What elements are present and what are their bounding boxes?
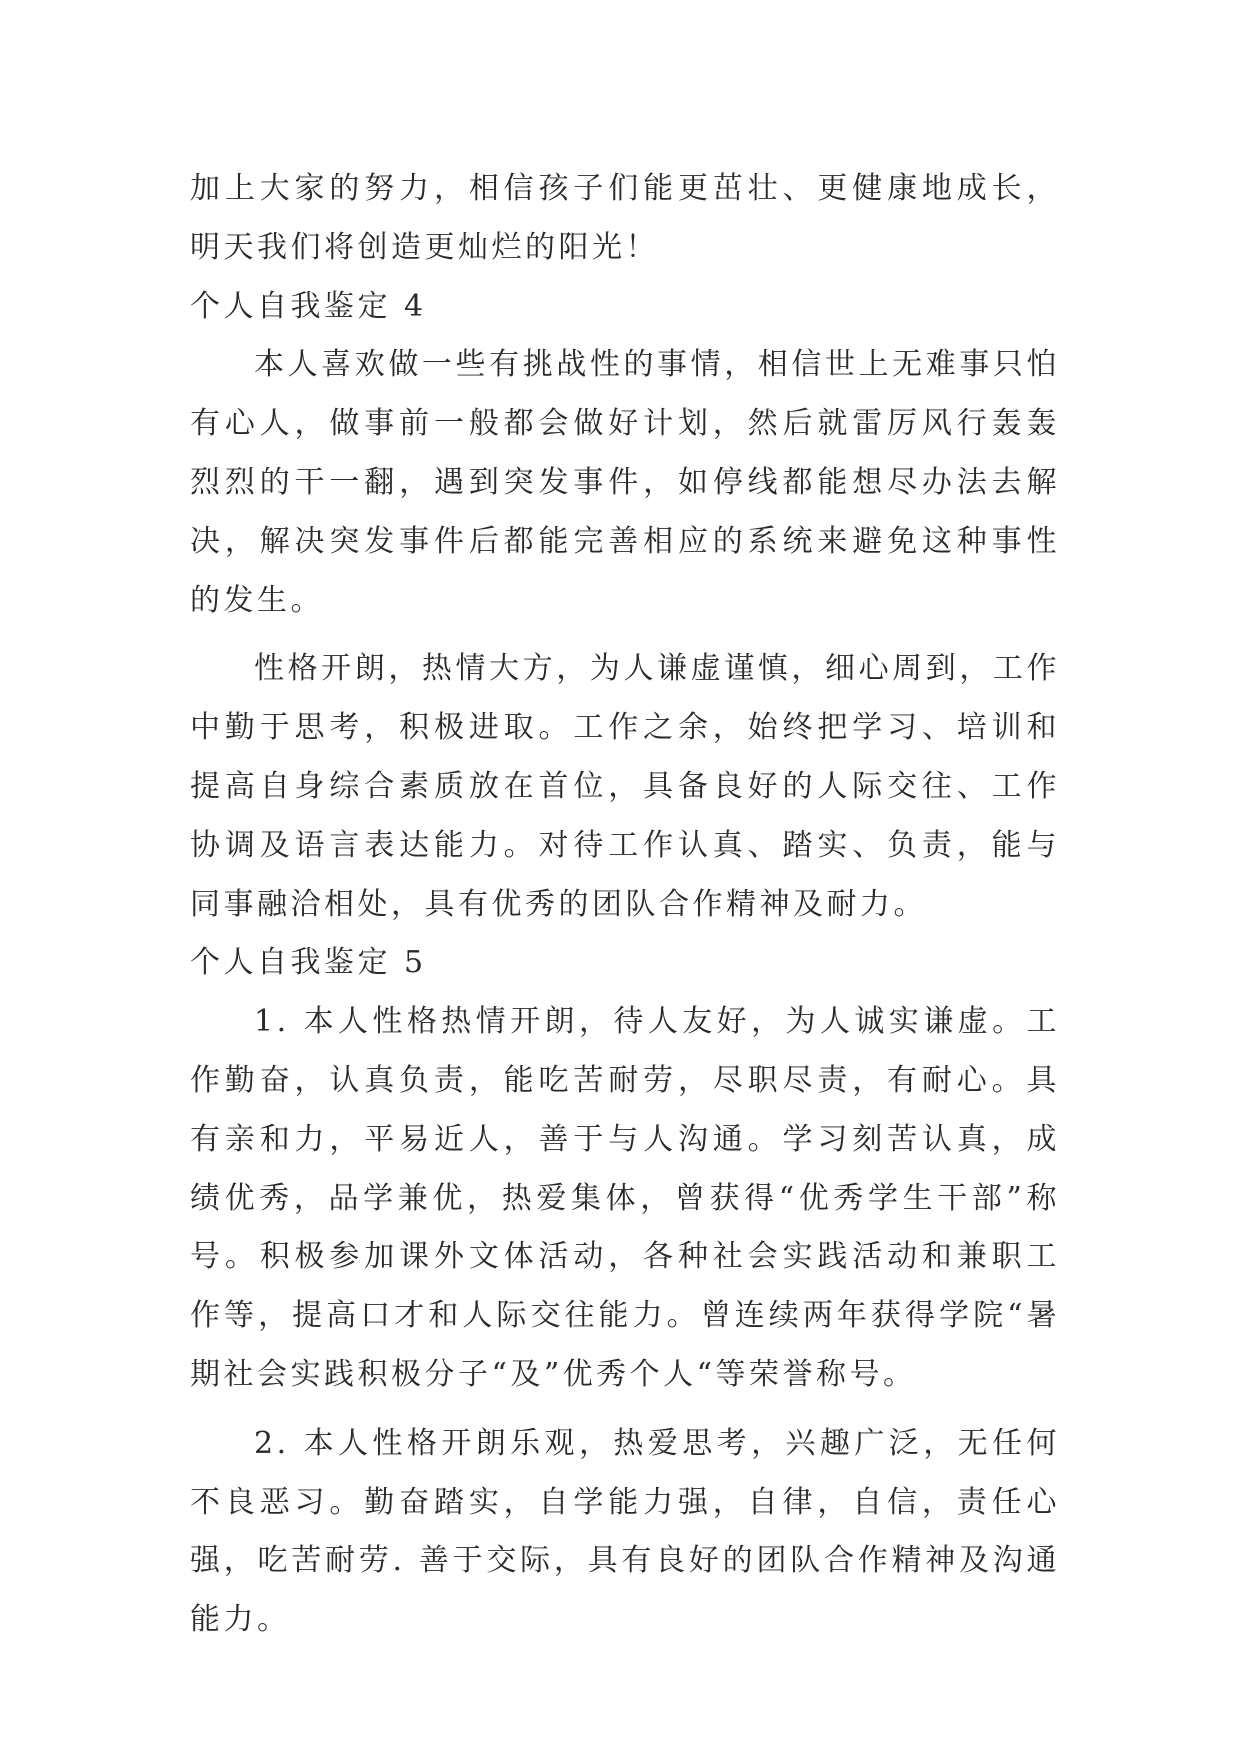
intro-paragraph: 加上大家的努力，相信孩子们能更茁壮、更健康地成长，明天我们将创造更灿烂的阳光！ [190, 171, 1060, 265]
document-body [190, 160, 1060, 1650]
section-5-paragraph-1: 1. 本人性格热情开朗，待人友好，为人诚实谦虚。工作勤奋，认真负责，能吃苦耐劳，尽职尽责，有耐心。具有亲和力，平易近人，善于与人沟通。学习刻苦认真，成绩优秀，品学兼优，热爱集体，曾获得“优秀学生干部”称号。积极参加课外文体活动，各种社会实践活动和兼职工作等，提高口才和人际交往能力。曾连续两年获得学院“暑期社会实践积极分子“及”优秀个人“等荣誉称号。 [190, 1004, 1060, 1392]
section-4-paragraph-2: 性格开朗，热情大方，为人谦虚谨慎，细心周到，工作中勤于思考，积极进取。工作之余，始终把学习、培训和提高自身综合素质放在首位，具备良好的人际交往、工作协调及语言表达能力。对待工作认真、踏实、负责，能与同事融洽相处，具有优秀的团队合作精神及耐力。 [190, 651, 1060, 922]
section-5-paragraph-2: 2. 本人性格开朗乐观，热爱思考，兴趣广泛，无任何不良恶习。勤奋踏实，自学能力强，自律，自信，责任心强，吃苦耐劳. 善于交际，具有良好的团队合作精神及沟通能力。 [190, 1425, 1060, 1638]
section-5-heading: 个人自我鉴定 5 [190, 945, 427, 981]
section-4-heading: 个人自我鉴定 4 [190, 288, 427, 324]
section-4-paragraph-1: 本人喜欢做一些有挑战性的事情，相信世上无难事只怕有心人，做事前一般都会做好计划，然后就雷厉风行轰轰烈烈的干一翻，遇到突发事件，如停线都能想尽办法去解决，解决突发事件后都能完善相应的系统来避免这种事性的发生。 [190, 347, 1060, 618]
